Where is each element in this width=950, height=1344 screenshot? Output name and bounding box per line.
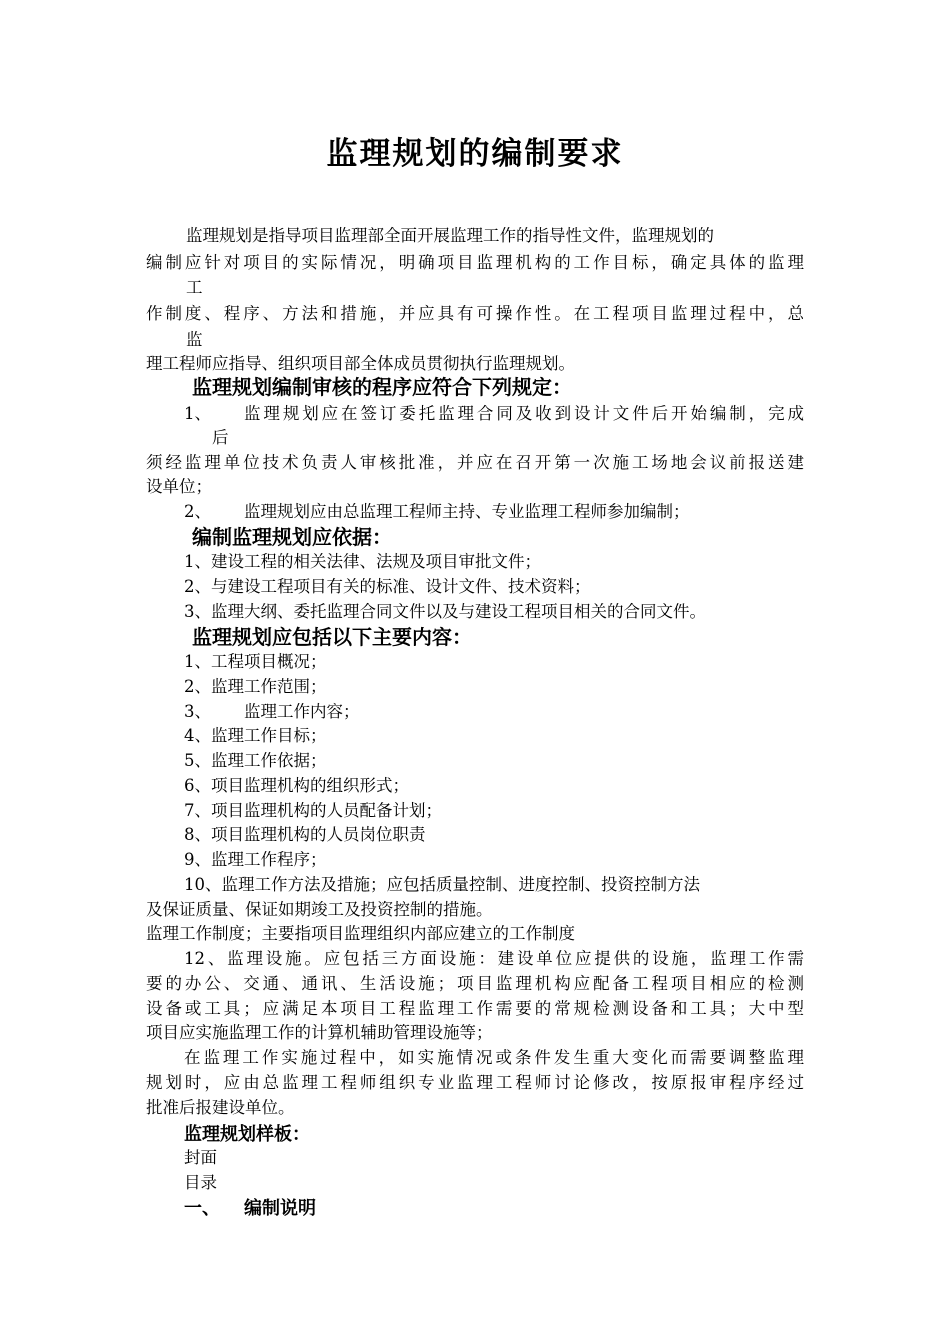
section2-heading: 编制监理规划应依据： (192, 525, 392, 549)
adjustment-paragraph-line2: 规划时，应由总监理工程师组织专业监理工程师讨论修改，按原报审程序经过 (146, 1073, 804, 1092)
section1-item1-line3: 设单位； (146, 477, 212, 496)
intro-line-3: 工 (186, 278, 203, 297)
content-item-12-line1: 12、监理设施。应包括三方面设施：建设单位应提供的设施，监理工作需 (184, 949, 804, 968)
section1-item1-text: 监理规划应在签订委托监理合同及收到设计文件后开始编制，完成 (244, 404, 804, 423)
content-item-2: 2、监理工作范围； (184, 677, 327, 696)
section1-heading: 监理规划编制审核的程序应符合下列规定： (192, 375, 572, 399)
section3-heading: 监理规划应包括以下主要内容： (192, 625, 472, 649)
content-item-3-number: 3、 (184, 702, 211, 721)
intro-line-2: 编制应针对项目的实际情况，明确项目监理机构的工作目标，确定具体的监理 (146, 253, 804, 272)
section2-item: 2、与建设工程项目有关的标准、设计文件、技术资料； (184, 577, 591, 596)
content-item-12-line4: 项目应实施监理工作的计算机辅助管理设施等； (146, 1023, 493, 1042)
intro-line-1: 监理规划是指导项目监理部全面开展监理工作的指导性文件，监理规划的 (186, 226, 714, 245)
intro-line-4: 作制度、程序、方法和措施，并应具有可操作性。在工程项目监理过程中，总 (146, 304, 804, 323)
content-item-5: 5、监理工作依据； (184, 751, 327, 770)
adjustment-paragraph-line3: 批准后报建设单位。 (146, 1098, 295, 1117)
intro-line-6: 理工程师应指导、组织项目部全体成员贯彻执行监理规划。 (146, 354, 575, 373)
content-item-8: 8、项目监理机构的人员岗位职责 (184, 825, 426, 844)
intro-line-5: 监 (186, 330, 203, 349)
content-item-10-line1: 10、监理工作方法及措施；应包括质量控制、进度控制、投资控制方法 (184, 875, 700, 894)
content-item-1: 1、工程项目概况； (184, 652, 327, 671)
content-item-12-line2: 要的办公、交通、通讯、生活设施；项目监理机构应配备工程项目相应的检测 (146, 974, 804, 993)
content-item-4: 4、监理工作目标； (184, 726, 327, 745)
section1-item2-text: 监理规划应由总监理工程师主持、专业监理工程师参加编制； (244, 502, 690, 521)
section1-item1-number: 1、 (184, 404, 211, 423)
section1-item1-line2: 须经监理单位技术负责人审核批准，并应在召开第一次施工场地会议前报送建 (146, 453, 804, 472)
section1-item2-number: 2、 (184, 502, 211, 521)
content-item-10-line2: 及保证质量、保证如期竣工及投资控制的措施。 (146, 900, 493, 919)
template-item-1-number: 一、 (184, 1198, 220, 1219)
template-item-1-text: 编制说明 (244, 1198, 316, 1219)
content-item-6: 6、项目监理机构的组织形式； (184, 776, 409, 795)
content-item-11: 监理工作制度；主要指项目监理组织内部应建立的工作制度 (146, 924, 575, 943)
section2-item: 1、建设工程的相关法律、法规及项目审批文件； (184, 552, 541, 571)
template-toc: 目录 (184, 1173, 217, 1192)
content-item-12-line3: 设备或工具；应满足本项目工程监理工作需要的常规检测设备和工具；大中型 (146, 999, 804, 1018)
content-item-7: 7、项目监理机构的人员配备计划； (184, 801, 442, 820)
content-item-9: 9、监理工作程序； (184, 850, 327, 869)
page-title: 监理规划的编制要求 (326, 136, 624, 172)
section4-heading: 监理规划样板： (184, 1124, 310, 1145)
section1-item1-cont: 后 (212, 428, 229, 447)
adjustment-paragraph-line1: 在监理工作实施过程中，如实施情况或条件发生重大变化而需要调整监理 (184, 1048, 804, 1067)
section2-item: 3、监理大纲、委托监理合同文件以及与建设工程项目相关的合同文件。 (184, 602, 706, 621)
template-cover: 封面 (184, 1148, 217, 1167)
content-item-3-text: 监理工作内容； (244, 702, 360, 721)
